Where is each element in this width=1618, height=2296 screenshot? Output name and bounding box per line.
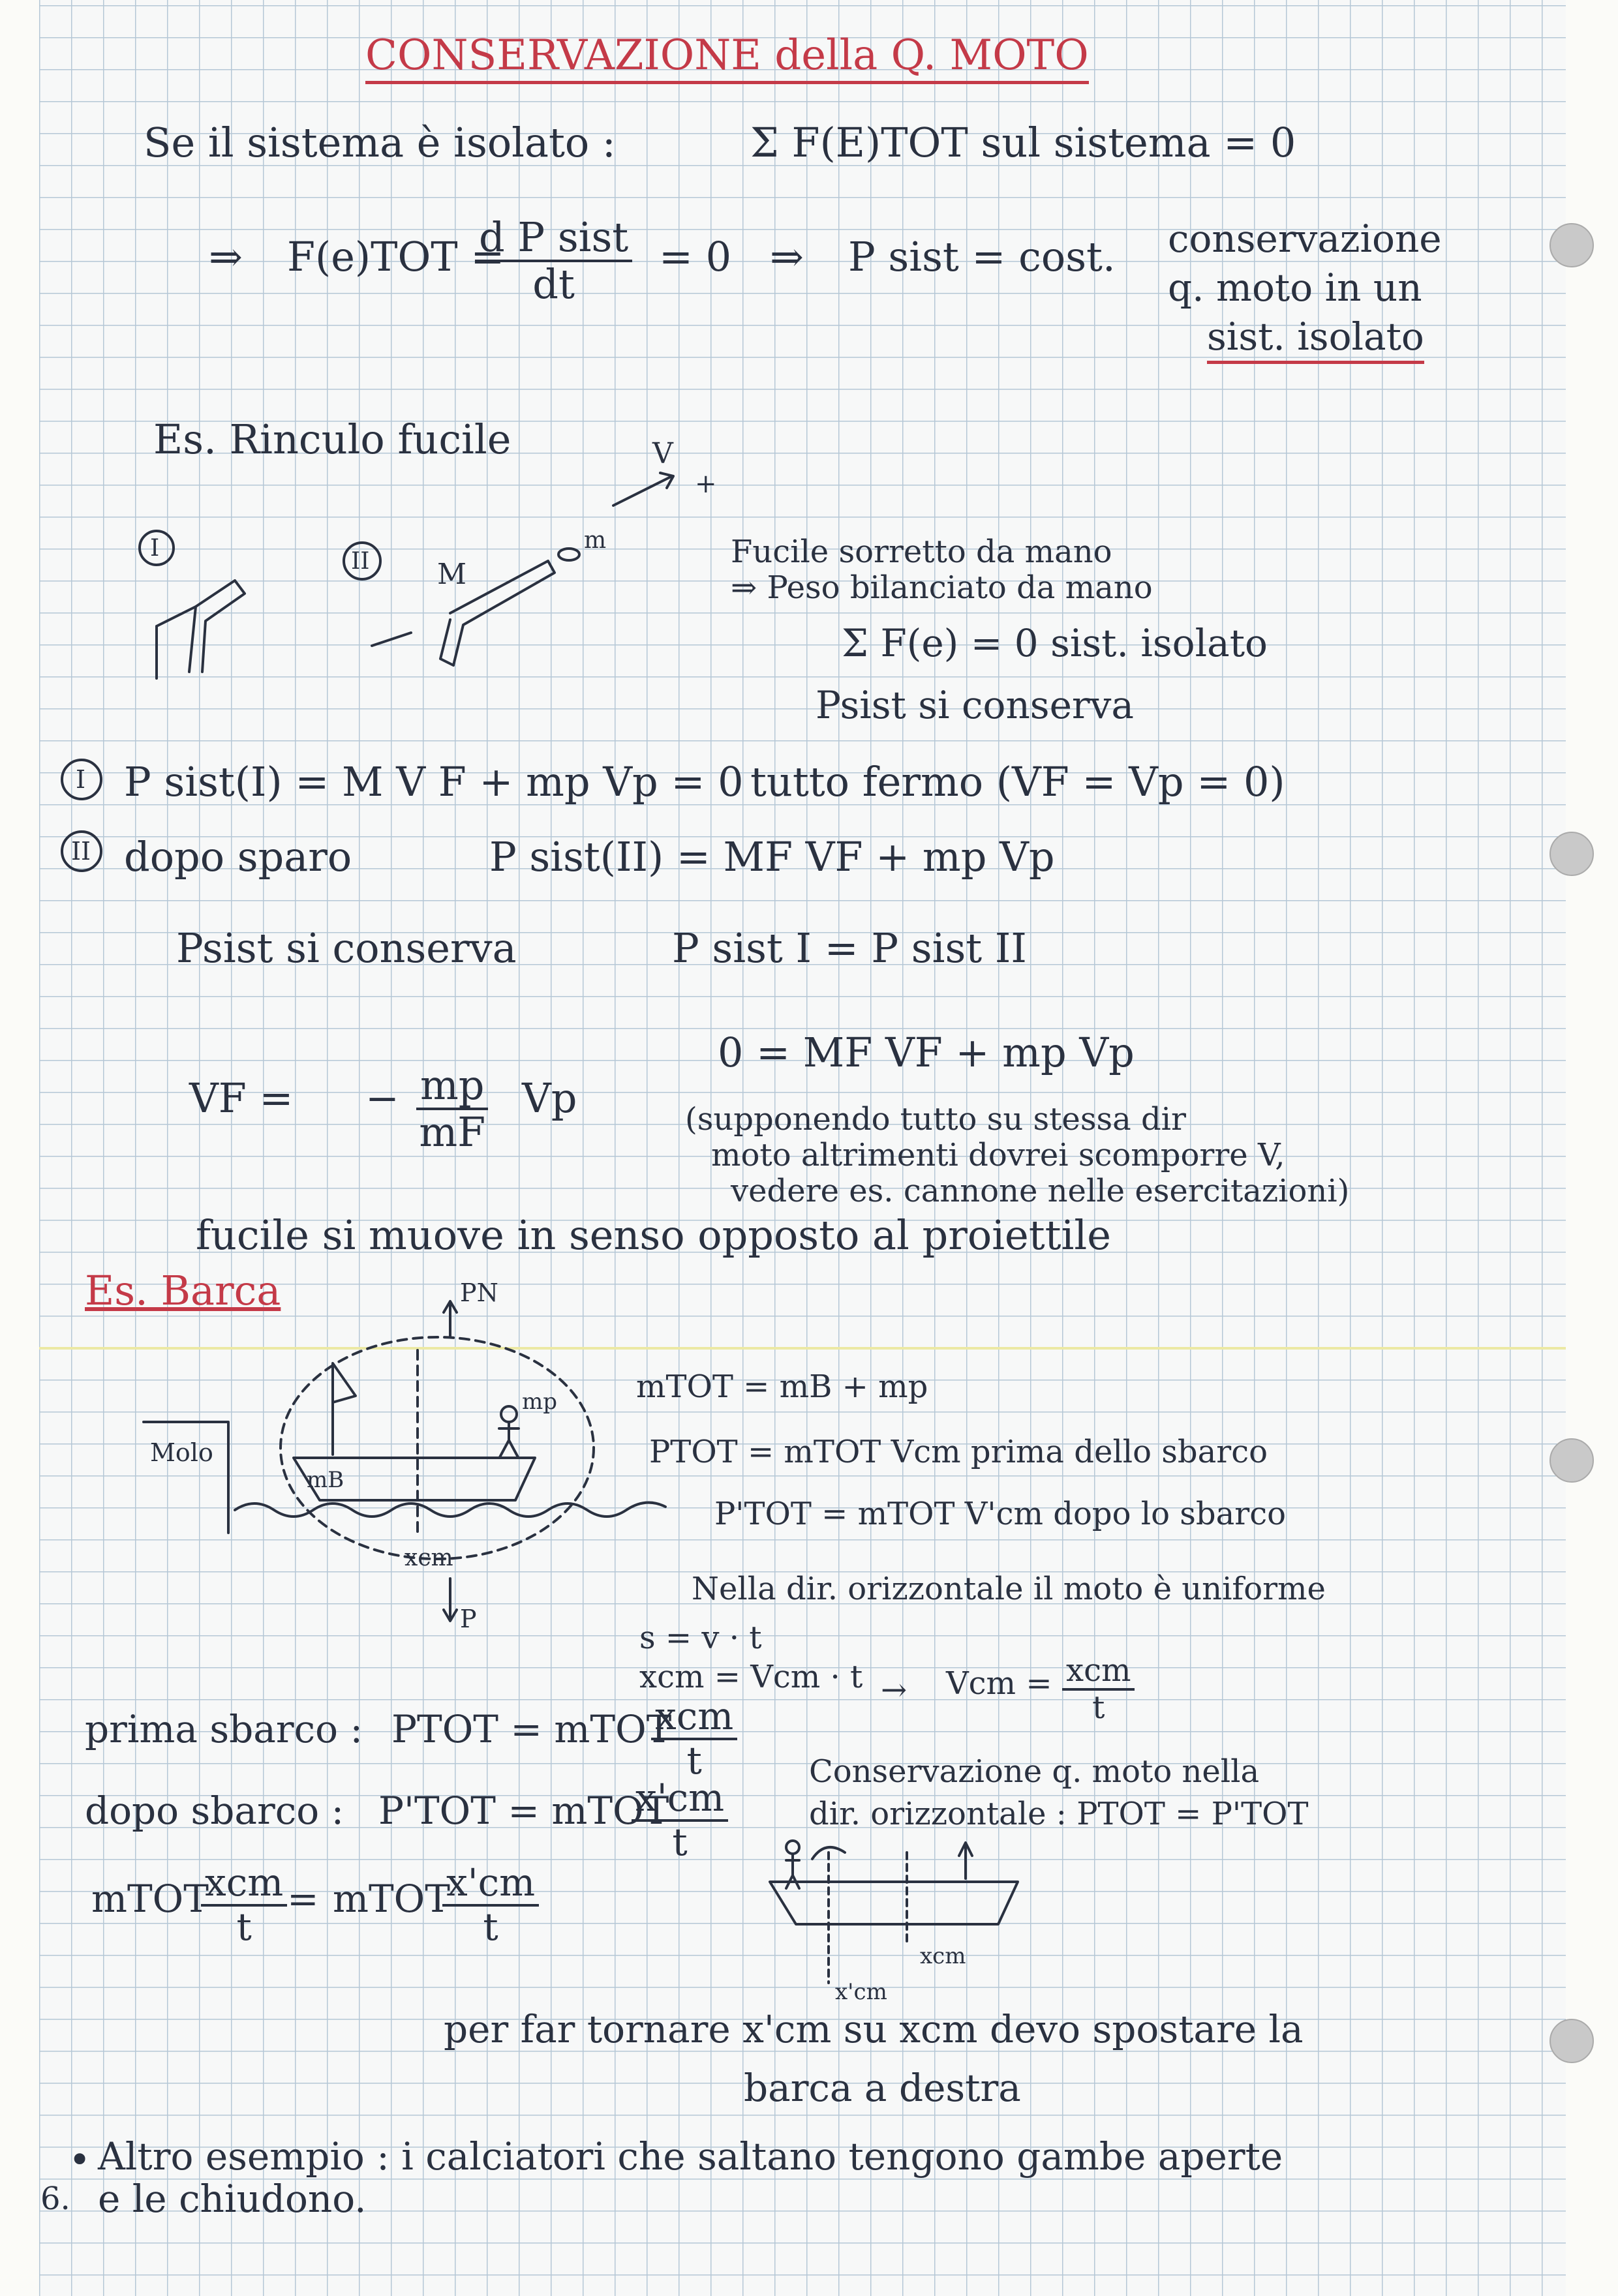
rifle-desc-2: ⇒ Peso bilanciato da mano [731,569,1153,606]
eq-label-II: II [71,837,91,866]
assumption-line-2: moto altrimenti dovrei scomporre V, [711,1137,1285,1173]
label-mp: mp [522,1389,558,1415]
example-rinculo-heading: Es. Rinculo fucile [153,415,511,463]
diagram-label-I: I [150,535,160,562]
final-fraction-2 [437,1862,544,1948]
shift-person-head-icon [786,1841,799,1854]
s-eq: s = v · t [639,1620,762,1656]
diagram-label-v: V [652,437,673,470]
final-lhs: mTOT [91,1877,209,1921]
eq-before-note: tutto fermo (VF = Vp = 0) [750,758,1285,806]
implies-arrow: ⇒ [209,233,243,280]
conservation-line-1: Conservazione q. moto nella [809,1753,1260,1790]
velocity-arrow-icon [613,473,673,506]
label-mB: mB [307,1467,344,1493]
water-line [235,1503,665,1517]
diagram-label-m: m [584,527,607,554]
bullet-icon [558,549,579,560]
after-shot-label: dopo sparo [124,833,352,881]
note-line-1: conservazione [1168,217,1442,261]
xcm-eq: xcm = Vcm · t [639,1659,863,1695]
psist-equality: P sist I = P sist II [672,924,1027,972]
then-arrow: ⇒ [770,233,804,280]
binder-hole [1549,832,1594,876]
label-PN: PN [460,1278,498,1307]
bullet: • [69,2137,91,2182]
vcm-denominator: t [1092,1689,1105,1726]
eq-before-shot: P sist(I) = M V F + mp Vp = 0 [124,758,744,806]
note-line-2: q. moto in un [1168,265,1422,310]
system-boundary [281,1337,594,1559]
before-eq: PTOT = mTOT [391,1707,672,1751]
psist-conserved: Psist si conserva [176,924,517,972]
ftot-label: F(e)TOT = [287,233,505,280]
eq-labels [55,753,114,884]
shift-boat-icon [770,1882,1018,1924]
ptot-after: P'TOT = mTOT V'cm dopo lo sbarco [714,1496,1286,1532]
binder-hole [1549,1438,1594,1483]
explain-line-2: barca a destra [744,2066,1021,2110]
final-equals: = [287,1877,319,1921]
isolated-condition: Se il sistema è isolato : [144,119,616,166]
dp-numerator: d P sist [475,215,632,262]
vf-fraction [411,1063,493,1155]
diagram-label-M: M [437,558,467,591]
person-head-icon [501,1406,517,1422]
arrow-to-vcm: → [881,1672,908,1708]
final-denominator-1: t [236,1904,252,1949]
before-numerator: xcm [651,1696,737,1740]
dp-denominator: dt [532,260,575,309]
vcm-eq: Vcm = [946,1665,1052,1702]
psist-constant: P sist = cost. [848,233,1116,280]
assumption-line-3: vedere es. cannone nelle esercitazioni) [731,1173,1350,1209]
shift-person-body-icon [786,1854,799,1888]
page-title: CONSERVAZIONE della Q. MOTO [365,33,1089,84]
note-line-3: sist. isolato [1207,316,1424,364]
other-example-line-1: Altro esempio : i calciatori che saltano tengono gambe aperte [98,2134,1283,2179]
binder-hole [1549,223,1594,267]
final-numerator-1: xcm [201,1862,287,1907]
assumption-line-1: (supponendo tutto su stessa dir [685,1101,1186,1138]
shift-label-xcm: xcm [920,1943,966,1969]
after-numerator: x'cm [632,1777,728,1822]
after-denominator: t [672,1819,688,1864]
diagram-label-II: II [351,548,370,575]
final-denominator-2: t [483,1904,498,1949]
vf-lhs: VF = [189,1074,294,1122]
example-barca-heading: Es. Barca [85,1267,281,1314]
vf-vp: Vp [522,1074,577,1122]
horizontal-motion: Nella dir. orizzontale il moto è uniforme [692,1571,1326,1607]
after-fraction [626,1777,733,1864]
diagram-label-plus: + [695,469,717,499]
zero-momentum-eq: 0 = MF VF + mp Vp [718,1029,1135,1076]
normal-force-arrow-icon [444,1301,457,1337]
before-label: prima sbarco : [85,1707,363,1751]
final-fraction-1 [196,1862,292,1948]
vcm-numerator: xcm [1062,1654,1135,1691]
shift-label-xcm-prime: x'cm [835,1979,887,2005]
shift-up-arrow-icon [959,1843,972,1879]
boat-diagram [130,1272,665,1637]
before-denominator: t [686,1738,702,1783]
after-eq: P'TOT = mTOT [378,1789,669,1833]
dp-fraction [470,215,637,307]
person-body-icon [499,1422,519,1457]
label-molo: Molo [150,1438,213,1467]
final-numerator-2: x'cm [442,1862,539,1907]
vf-denominator: mF [419,1108,486,1156]
eq-zero: = 0 [659,233,732,280]
rifle-desc-4: Psist si conserva [816,683,1134,727]
weight-arrow-icon [444,1578,457,1621]
rifle-desc-3: Σ F(e) = 0 sist. isolato [842,621,1268,665]
rifle-I-icon [157,581,245,678]
rifle-desc-1: Fucile sorretto da mano [731,534,1112,570]
final-rhs: mTOT [333,1877,450,1921]
vf-minus: − [365,1074,399,1122]
ptot-before: PTOT = mTOT Vcm prima dello sbarco [649,1434,1268,1470]
before-fraction [646,1696,742,1782]
vf-numerator: mp [416,1063,488,1110]
label-P: P [460,1605,477,1633]
page-number: 6. [40,2181,70,2217]
binder-hole [1549,2019,1594,2063]
eq-after-shot: P sist(II) = MF VF + mp Vp [489,833,1055,881]
vcm-fraction [1057,1654,1140,1725]
other-example-line-2: e le chiudono. [98,2177,367,2221]
sum-force-zero: Σ F(E)TOT sul sistema = 0 [750,119,1296,166]
mtot-eq: mTOT = mB + mp [636,1368,928,1405]
label-xcm: xcm [404,1545,453,1571]
after-label: dopo sbarco : [85,1789,344,1833]
eq-label-I: I [76,765,86,794]
boat-sail-icon [333,1363,356,1455]
rifle-conclusion: fucile si muove in senso opposto al proiettile [196,1211,1111,1259]
explain-line-1: per far tornare x'cm su xcm devo spostare la [444,2007,1304,2051]
shift-diagram [757,1833,1031,2005]
conservation-line-2: dir. orizzontale : PTOT = P'TOT [809,1796,1309,1832]
